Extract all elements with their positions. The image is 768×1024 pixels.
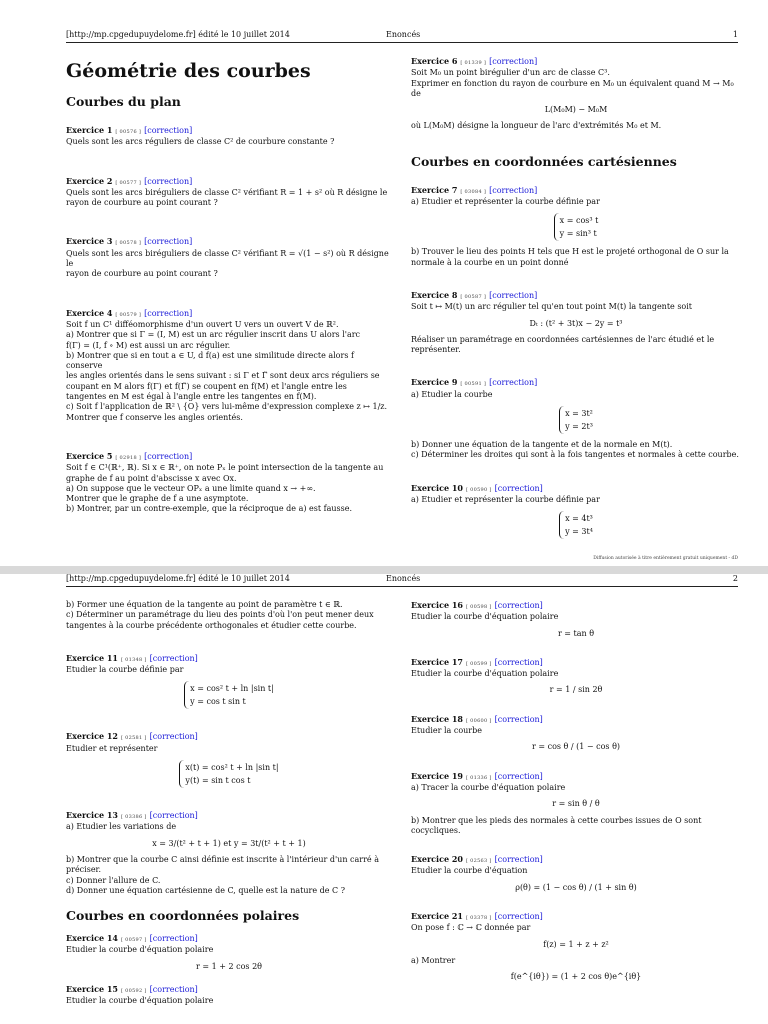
exercise-code: [ 00592 ] [120,988,147,995]
correction-link[interactable]: [correction] [494,601,543,610]
equation: r = 1 / sin 2θ [549,685,603,695]
exercise-code: [ 00590 ] [465,486,492,493]
equation: r = cos θ / (1 − cos θ) [531,742,621,752]
exercise-title: Exercice 2 [66,175,113,186]
exercise-line: de [411,88,421,98]
exercise-line: On pose f : ℂ → ℂ donnée par [411,923,531,933]
exercise-line: Etudier la courbe [411,726,482,736]
exercise-line: Etudier et représenter [66,743,158,753]
exercise-code: [ 00587 ] [460,293,487,300]
exercise-line: Montrer que le graphe de f a une asymptote. [66,494,249,504]
exercise-line: b) Montrer que si en tout a ∈ U, d f(a) est une similitude directe alors f conserve [66,350,354,371]
correction-link[interactable]: [correction] [494,714,543,724]
equation: x = 3/(t² + t + 1) et y = 3t/(t² + t + 1) [152,838,306,848]
correction-link[interactable]: [correction] [149,732,198,742]
correction-link[interactable]: [correction] [144,237,193,247]
exercise-line: Etudier la courbe d'équation polaire [411,669,559,679]
exercise-line: c) Déterminer un paramétrage du lieu des points d'où l'on peut mener deux [66,610,374,620]
correction-link[interactable]: [correction] [494,855,543,865]
exercise-code: [ 02563 ] [465,858,492,865]
exercise-line: c) Soit f l'application de ℝ² \ {O} vers lui-même d'expression complexe z ↦ 1/z. [66,402,388,412]
section-heading: Courbes en coordonnées polaires [66,908,300,924]
equation: L(M₀M) − M₀M [544,105,608,115]
equation-system [411,511,741,539]
exercise-line: a) Etudier la courbe [411,389,493,399]
exercise [66,451,392,515]
system-line: x = cos³ t [559,216,599,226]
exercise [411,854,741,893]
exercise-line: Soit M₀ un point birégulier d'un arc de classe C³. [411,68,610,78]
exercise-line: où L(M₀M) désigne la longueur de l'arc d'extrémités M₀ et M. [411,121,662,131]
page-2 [0,574,768,1024]
correction-link[interactable]: [correction] [144,176,193,186]
correction-link[interactable]: [correction] [494,483,543,493]
exercise-line: Quels sont les arcs biréguliers de classe C² vérifiant R = 1 + s² où R désigne le [66,187,388,197]
exercise-code: [ 00579 ] [115,311,142,318]
exercise-code: [ 01336 ] [465,774,492,781]
exercise-title: Exercice 9 [411,377,458,388]
exercise-code: [ 00577 ] [115,179,142,186]
exercise-title: Exercice 21 [411,911,463,922]
exercise-title: Exercice 15 [66,984,118,995]
page-number: 1 [732,30,738,39]
exercise [411,657,741,696]
exercise-title: Exercice 8 [411,289,458,300]
exercise-line: a) Montrer que si Γ = (I, M) est un arc régulier inscrit dans U alors l'arc [66,330,361,340]
correction-link[interactable]: [correction] [494,771,543,781]
exercise-line: Etudier la courbe d'équation polaire [66,945,214,955]
correction-link[interactable]: [correction] [144,451,193,461]
system-line: y = 2t³ [565,422,593,432]
exercise [66,176,392,209]
exercise-title: Exercice 6 [411,56,458,66]
exercise-code: [ 03386 ] [120,814,147,821]
system-line: y(t) = sin t cos t [185,776,251,786]
page-header [66,30,738,43]
exercise-code: [ 00578 ] [115,240,142,247]
exercise [66,125,392,148]
correction-link[interactable]: [correction] [489,290,538,300]
header-section: Enoncés [386,574,421,583]
equation-system [66,760,392,788]
exercise-line: coupant en M alors f(Γ) et f(Γ̃) se coupent en f(M) et l'angle entre les [66,381,347,391]
exercise-title: Exercice 4 [66,307,113,318]
page-number: 2 [732,574,738,583]
exercise-line: a) On suppose que le vecteur OPₓ a une limite quand x → +∞. [66,483,316,493]
exercise [411,600,741,639]
exercise-line: Réaliser un paramétrage en coordonnées cartésiennes de l'arc étudié et le [411,334,715,344]
exercise-line: Etudier la courbe d'équation polaire [66,996,214,1006]
system-line: y = sin³ t [559,229,597,239]
exercise [66,653,392,710]
exercise-line: Etudier la courbe d'équation polaire [411,612,559,622]
exercise-line: c) Donner l'allure de C. [66,875,161,885]
exercise [411,771,741,836]
equation: Dₜ : (t² + 3t)x − 2y = t³ [529,318,623,328]
correction-link[interactable]: [correction] [144,126,193,135]
section-heading: Courbes en coordonnées cartésiennes [411,153,677,169]
exercise-line: a) Montrer [411,955,456,965]
exercise [66,731,392,788]
exercise-title: Exercice 11 [66,652,118,663]
exercise-line: b) Trouver le lieu des points H tels que H est le projeté orthogonal de O sur la [411,247,729,257]
correction-link[interactable]: [correction] [489,378,538,388]
correction-link[interactable]: [correction] [489,57,538,66]
section-heading: Courbes du plan [66,94,181,109]
exercise-code: [ 00591 ] [460,381,487,388]
exercise-code: [ 00599 ] [465,660,492,667]
exercise [411,377,741,460]
exercise [66,308,392,423]
exercise [66,933,392,972]
exercise-title: Exercice 1 [66,125,113,135]
equation: r = 1 + 2 cos 2θ [196,961,262,971]
right-column [411,600,741,1011]
correction-link[interactable]: [correction] [149,653,198,663]
exercise-line: a) Tracer la courbe d'équation polaire [411,782,566,792]
exercise-title: Exercice 10 [411,482,463,493]
exercise-title: Exercice 3 [66,236,113,247]
exercise-code: [ 01339 ] [460,60,487,66]
exercise-code: [ 03084 ] [460,188,487,195]
exercise [411,714,741,753]
exercise-title: Exercice 19 [411,770,463,781]
exercise-title: Exercice 7 [411,184,458,195]
exercise [66,984,392,1007]
equation-system [66,681,392,709]
exercise-line: a) Etudier les variations de [66,822,177,832]
exercise [411,290,741,355]
exercise [411,483,741,540]
left-column [66,600,392,1024]
equation: ρ(θ) = (1 − cos θ) / (1 + sin θ) [515,882,637,892]
header-section: Enoncés [386,30,421,39]
correction-link[interactable]: [correction] [149,985,198,995]
right-column [411,56,741,566]
exercise [411,185,741,268]
exercise-line: rayon de courbure au point courant ? [66,198,218,208]
exercise-line: Etudier la courbe d'équation [411,866,528,876]
exercise-line: représenter. [411,345,461,355]
exercise-line: graphe de f au point d'abscisse x avec Ox. [66,473,237,483]
exercise-line: d) Donner une équation cartésienne de C, quelle est la nature de C ? [66,885,346,895]
exercise-code: [ 01348 ] [120,656,147,663]
exercise-line: Soit t ↦ M(t) un arc régulier tel qu'en tout point M(t) la tangente soit [411,302,693,312]
correction-link[interactable]: [correction] [149,934,198,944]
equation: f(z) = 1 + z + z² [543,939,609,949]
exercise-title: Exercice 5 [66,450,113,461]
exercise-line: Quels sont les arcs biréguliers de classe C² vérifiant R = √(1 − s²) où R désigne le [66,248,389,269]
exercise [411,56,741,132]
exercise-line: préciser. [66,865,102,875]
page-title: Géométrie des courbes [66,60,311,82]
exercise-line: b) Donner une équation de la tangente et de la normale en M(t). [411,440,673,450]
correction-link[interactable]: [correction] [494,912,543,922]
exercise-code: [ 00597 ] [120,937,147,944]
equation-system [411,406,741,434]
exercise-line: Quels sont les arcs réguliers de classe C² de courbure constante ? [66,137,335,147]
correction-link[interactable]: [correction] [494,657,543,667]
exercise-line: Soit f un C¹ difféomorphisme d'un ouvert U vers un ouvert V de ℝ². [66,319,339,329]
exercise-line: tangentes à la courbe précédente orthogonales et étudier cette courbe. [66,620,357,630]
system-line: x = 3t² [565,409,593,419]
exercise-line: a) Etudier et représenter la courbe définie par [411,197,600,207]
exercise-line: Exprimer en fonction du rayon de courbure en M₀ un équivalent quand M → M₀ [411,78,734,88]
system-line: y = 3t⁴ [565,527,593,537]
exercise-code: [ 00576 ] [115,129,142,135]
exercise [66,810,392,896]
exercise-title: Exercice 17 [411,656,463,667]
header-site: [http://mp.cpgedupuydelome.fr] édité le 10 juillet 2014 [66,30,290,39]
exercise-title: Exercice 18 [411,713,463,724]
system-line: x = cos² t + ln |sin t| [190,684,274,694]
exercise-line: b) Former une équation de la tangente au point de paramètre t ∈ ℝ. [66,600,343,609]
exercise-code: [ 00598 ] [465,604,492,610]
exercise-line: rayon de courbure au point courant ? [66,269,218,279]
exercise-line: b) Montrer, par un contre-exemple, que la réciproque de a) est fausse. [66,504,352,514]
equation-system [411,213,741,241]
equation: f(e^{iθ}) = (1 + 2 cos θ)e^{iθ} [510,972,642,982]
exercise [411,911,741,982]
system-line: x(t) = cos² t + ln |sin t| [185,763,279,773]
exercise-code: [ 03378 ] [465,915,492,922]
exercise-line: b) Montrer que la courbe C ainsi définie est inscrite à l'intérieur d'un carré à [66,854,379,864]
exercise-line: a) Etudier et représenter la courbe définie par [411,494,600,504]
exercise-line: normale à la courbe en un point donné [411,257,569,267]
correction-link[interactable]: [correction] [149,811,198,821]
system-line: x = 4t³ [565,514,593,524]
exercise-title: Exercice 12 [66,731,118,742]
exercise-code: [ 02918 ] [115,454,142,461]
exercise-line: Etudier la courbe définie par [66,665,184,675]
exercise-line: b) Montrer que les pieds des normales à cette courbes issues de O sont cocycliques. [411,815,702,835]
exercise-line: c) Déterminer les droites qui sont à la fois tangentes et normales à cette courbe. [411,450,739,460]
exercise-line: les angles orientés dans le sens suivant : si Γ et Γ̃ sont deux arcs réguliers se [66,371,380,381]
exercise-code: [ 00600 ] [465,717,492,724]
equation: r = tan θ [557,628,595,638]
exercise-line: tangentes en M est égal à l'angle entre les tangentes en f(M). [66,392,317,402]
exercise [66,236,392,279]
equation: r = sin θ / θ [552,799,600,809]
header-site: [http://mp.cpgedupuydelome.fr] édité le 10 juillet 2014 [66,574,290,583]
correction-link[interactable]: [correction] [489,185,538,195]
left-column [66,52,392,543]
exercise-continuation [66,600,392,631]
exercise-title: Exercice 16 [411,600,463,610]
exercise-title: Exercice 20 [411,854,463,865]
exercise-code: [ 02581 ] [120,735,147,742]
system-line: y = cos t sin t [190,697,246,707]
exercise-line: f(Γ) = (I, f ∘ M) est aussi un arc régulier. [66,340,231,350]
page-footer: Diffusion autorisée à titre entièrement gratuit uniquement - dD [593,556,738,561]
exercise-line: Montrer que f conserve les angles orientés. [66,412,243,422]
exercise-title: Exercice 14 [66,933,118,944]
exercise-line: Soit f ∈ C¹(ℝ⁺, ℝ). Si x ∈ ℝ⁺, on note Pₓ le point intersection de la tangente au [66,463,384,473]
correction-link[interactable]: [correction] [144,308,193,318]
exercise-title: Exercice 13 [66,810,118,821]
page-header [66,574,738,587]
